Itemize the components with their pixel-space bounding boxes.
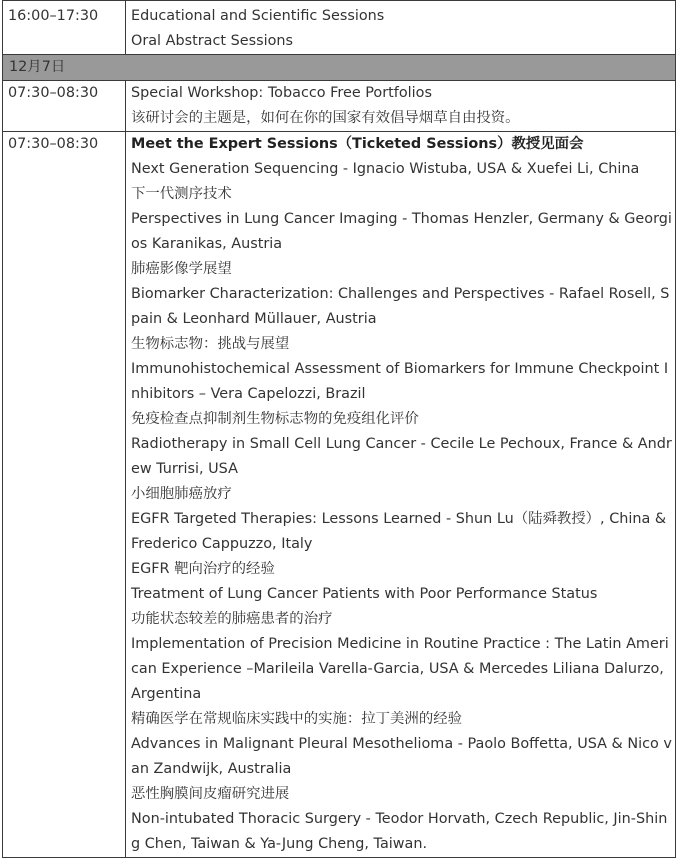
session-heading: Meet the Expert Sessions（Ticketed Sessions）教授见面会 bbox=[131, 136, 584, 152]
session-line: Radiotherapy in Small Cell Lung Cancer - Cecile Le Pechoux, France & Andrew Turrisi, USA bbox=[131, 436, 672, 477]
table-row bbox=[3, 1, 676, 55]
session-line: Special Workshop: Tobacco Free Portfolios bbox=[131, 85, 432, 101]
session-cell bbox=[126, 1, 676, 55]
session-line: 该研讨会的主题是，如何在你的国家有效倡导烟草自由投资。 bbox=[131, 110, 520, 126]
session-line: 下一代测序技术 bbox=[131, 186, 232, 202]
session-line: 精确医学在常规临床实践中的实施：拉丁美洲的经验 bbox=[131, 711, 462, 727]
table-row bbox=[3, 132, 676, 858]
session-cell bbox=[126, 132, 676, 858]
session-line: EGFR Targeted Therapies: Lessons Learned - Shun Lu（陆舜教授）, China & Frederico Cappuzzo, Italy bbox=[131, 511, 667, 552]
session-line: 功能状态较差的肺癌患者的治疗 bbox=[131, 611, 333, 627]
session-line: Next Generation Sequencing - Ignacio Wistuba, USA & Xuefei Li, China bbox=[131, 161, 640, 177]
table-row bbox=[3, 81, 676, 132]
session-line: Oral Abstract Sessions bbox=[131, 33, 294, 49]
session-line: Educational and Scientific Sessions bbox=[131, 8, 385, 24]
date-row bbox=[3, 55, 676, 81]
time-cell: 07:30–08:30 bbox=[3, 81, 126, 132]
time-cell: 16:00–17:30 bbox=[3, 1, 126, 55]
session-line: Immunohistochemical Assessment of Biomarkers for Immune Checkpoint Inhibitors – Vera Capelozzi, Brazil bbox=[131, 361, 669, 402]
session-line: EGFR 靶向治疗的经验 bbox=[131, 561, 275, 577]
session-line: Non-intubated Thoracic Surgery - Teodor Horvath, Czech Republic, Jin-Shing Chen, Taiwan & Ya-Jung Cheng, Taiwan. bbox=[131, 811, 668, 852]
session-line: 免疫检查点抑制剂生物标志物的免疫组化评价 bbox=[131, 411, 419, 427]
session-line: Biomarker Characterization: Challenges and Perspectives - Rafael Rosell, Spain & Leonhard Müllauer, Austria bbox=[131, 286, 670, 327]
session-line: Advances in Malignant Pleural Mesothelioma - Paolo Boffetta, USA & Nico van Zandwijk, Australia bbox=[131, 736, 672, 777]
session-line: 小细胞肺癌放疗 bbox=[131, 486, 232, 502]
session-line: Implementation of Precision Medicine in Routine Practice : The Latin American Experience –Marileila Varella-Garcia, USA & Mercedes Liliana Dalurzo, Argentina bbox=[131, 636, 669, 702]
date-label: 12月7日 bbox=[3, 55, 676, 81]
session-line: 生物标志物：挑战与展望 bbox=[131, 336, 290, 352]
schedule-table bbox=[2, 0, 676, 858]
session-cell bbox=[126, 81, 676, 132]
session-line: Perspectives in Lung Cancer Imaging - Thomas Henzler, Germany & Georgios Karanikas, Austria bbox=[131, 211, 672, 252]
time-cell: 07:30–08:30 bbox=[3, 132, 126, 858]
session-line: 肺癌影像学展望 bbox=[131, 261, 232, 277]
session-line: Treatment of Lung Cancer Patients with Poor Performance Status bbox=[131, 586, 598, 602]
session-line: 恶性胸膜间皮瘤研究进展 bbox=[131, 786, 290, 802]
